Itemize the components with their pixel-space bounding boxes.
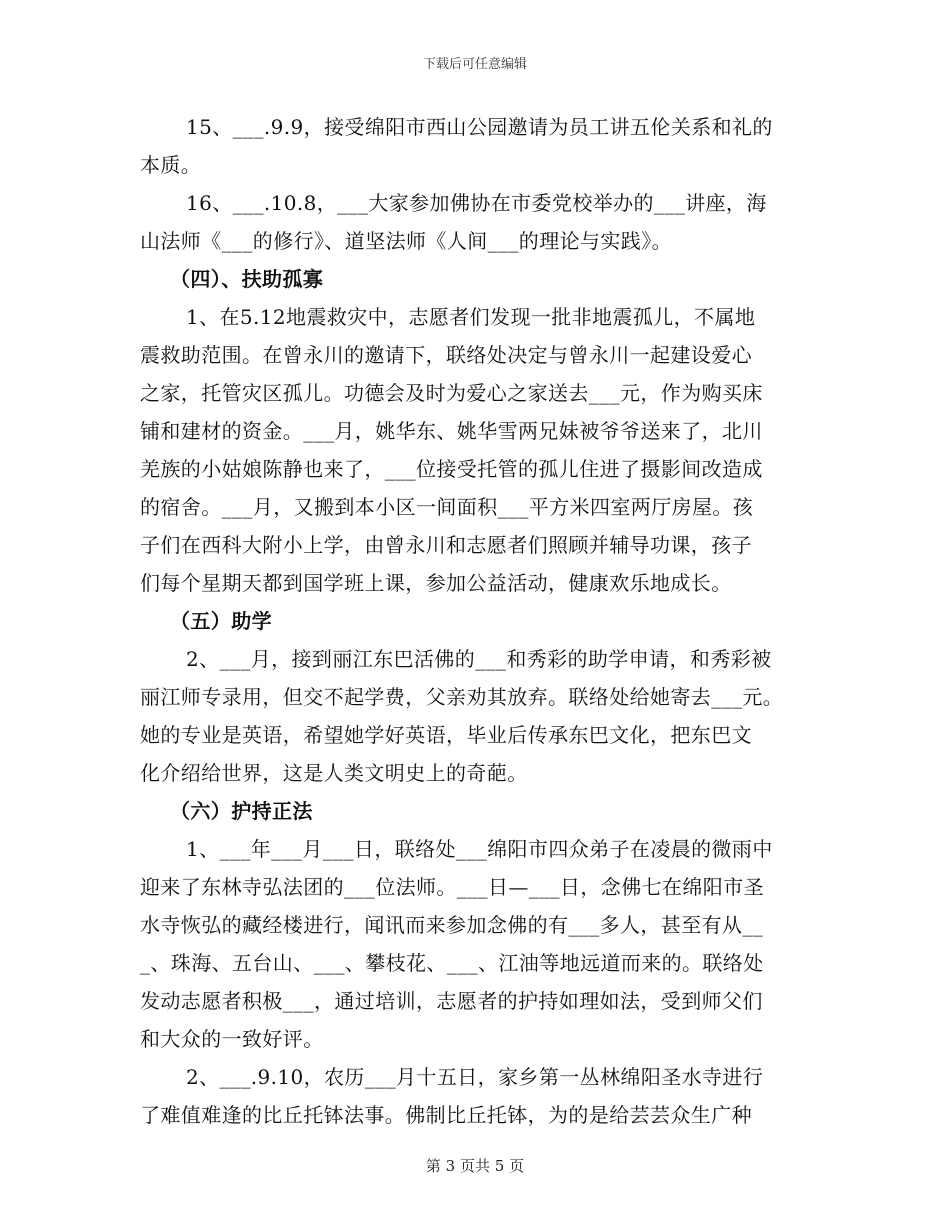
paragraph-line: 山法师《___的修行》、道坚法师《人间___的理论与实践》。 bbox=[140, 229, 672, 253]
paragraph-line: 迎来了东林寺弘法团的___位法师。___日—___日，念佛七在绵阳市圣 bbox=[140, 875, 764, 899]
paragraph-line: 的宿舍。___月，又搬到本小区一间面积___平方米四室两厅房屋。孩 bbox=[140, 495, 754, 519]
document-body bbox=[140, 108, 820, 1134]
paragraph-line: 水寺恢弘的藏经楼进行，闻讯而来参加念佛的有___多人，甚至有从__ bbox=[140, 913, 764, 937]
paragraph-line: 1、___年___月___日，联络处___绵阳市四众弟子在凌晨的微雨中 bbox=[186, 837, 773, 861]
paragraph-line: 震救助范围。在曾永川的邀请下，联络处决定与曾永川一起建设爱心 bbox=[140, 343, 752, 367]
paragraph-line: 和大众的一致好评。 bbox=[140, 1027, 324, 1051]
paragraph-line: 本质。 bbox=[140, 153, 202, 177]
paragraph-line: 了难值难逢的比丘托钵法事。佛制比丘托钵，为的是给芸芸众生广种 bbox=[140, 1103, 752, 1127]
paragraph-line: 羌族的小姑娘陈静也来了，___位接受托管的孤儿住进了摄影间改造成 bbox=[140, 457, 763, 481]
paragraph-line: 16、___.10.8，___大家参加佛协在市委党校举办的___讲座，海 bbox=[186, 191, 767, 215]
paragraph-line: 发动志愿者积极___，通过培训，志愿者的护持如理如法，受到师父们 bbox=[140, 989, 763, 1013]
paragraph-line: 15、___.9.9，接受绵阳市西山公园邀请为员工讲五伦关系和礼的 bbox=[186, 115, 773, 139]
paragraph-line: 之家，托管灾区孤儿。功德会及时为爱心之家送去___元，作为购买床 bbox=[140, 381, 763, 405]
paragraph-line: 子们在西科大附小上学，由曾永川和志愿者们照顾并辅导功课，孩子 bbox=[140, 533, 752, 557]
paragraph-line: 2、___月，接到丽江东巴活佛的___和秀彩的助学申请，和秀彩被 bbox=[186, 647, 772, 671]
paragraph-line: 铺和建材的资金。___月，姚华东、姚华雪两兄妹被爷爷送来了，北川 bbox=[140, 419, 763, 443]
section-heading: （四）、扶助孤寡 bbox=[170, 267, 324, 291]
page-footer: 第 3 页共 5 页 bbox=[425, 1157, 525, 1175]
paragraph-line: 2、___.9.10，农历___月十五日，家乡第一丛林绵阳圣水寺进行 bbox=[186, 1065, 764, 1089]
paragraph-line: 她的专业是英语，希望她学好英语，毕业后传承东巴文化，把东巴文 bbox=[140, 723, 752, 747]
paragraph-line: 1、在5.12地震救灾中，志愿者们发现一批非地震孤儿，不属地 bbox=[186, 305, 756, 329]
page-header: 下载后可任意编辑 bbox=[422, 57, 527, 72]
paragraph-line: 们每个星期天都到国学班上课，参加公益活动，健康欢乐地成长。 bbox=[140, 571, 732, 595]
paragraph-line: 化介绍给世界，这是人类文明史上的奇葩。 bbox=[140, 761, 528, 785]
section-heading: （五）助学 bbox=[170, 609, 272, 633]
paragraph-line: 丽江师专录用，但交不起学费，父亲劝其放弃。联络处给她寄去___元。 bbox=[140, 685, 784, 709]
section-heading: （六）护持正法 bbox=[170, 799, 313, 823]
paragraph-line: _、珠海、五台山、___、攀枝花、___、江油等地远道而来的。联络处 bbox=[140, 951, 764, 975]
